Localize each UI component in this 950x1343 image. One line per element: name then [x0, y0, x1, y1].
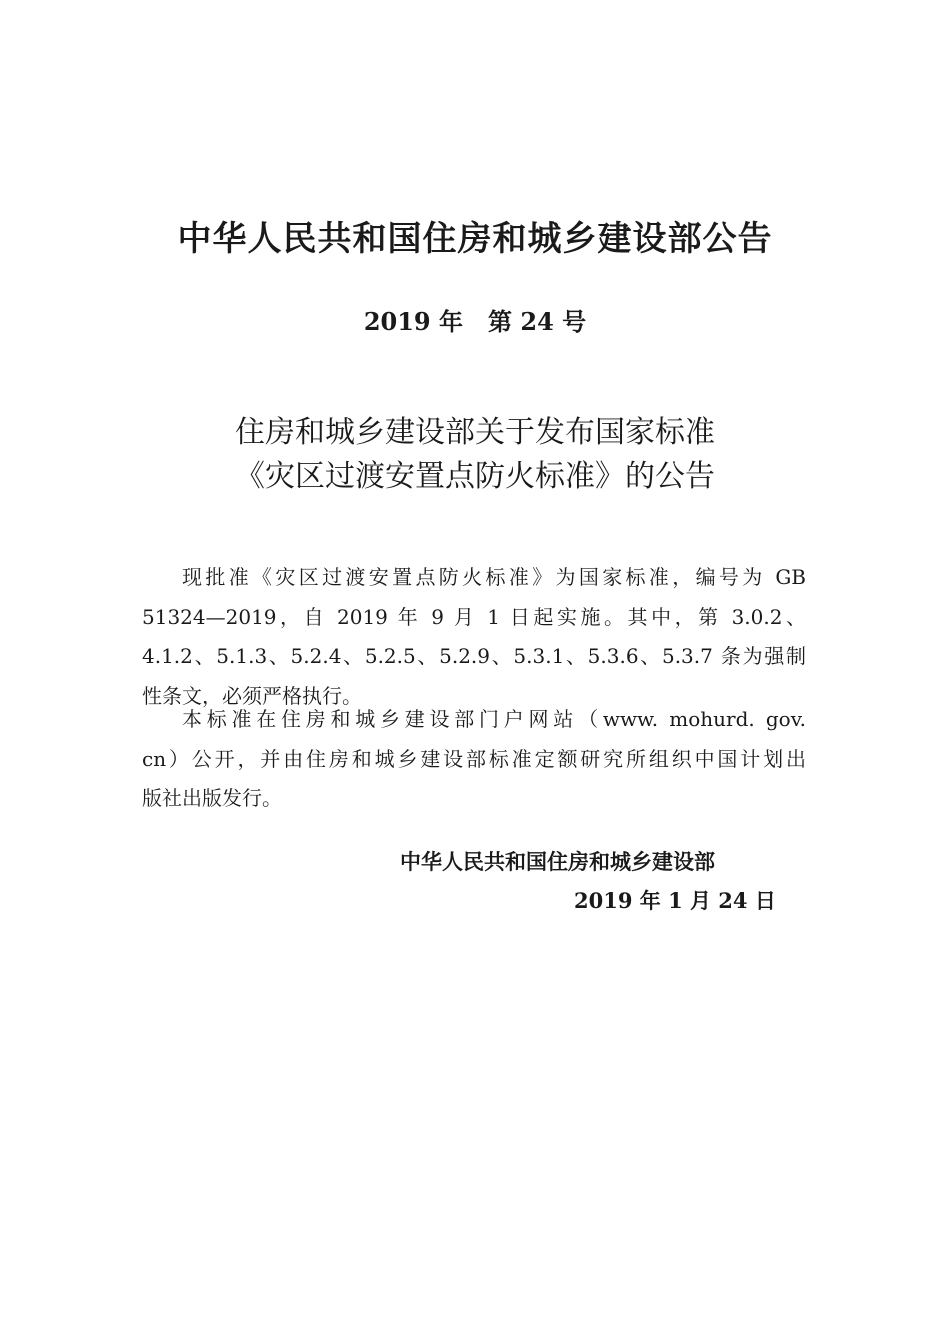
signature-organization: 中华人民共和国住房和城乡建设部: [400, 850, 715, 874]
paragraph-line: 版社出版发行。: [142, 786, 282, 810]
paragraph-line: 51324—2019，自 2019 年 9 月 1 日起实施。其中，第 3.0.2、: [142, 604, 806, 629]
announcement-subtitle-line2: 《灾区过渡安置点防火标准》的公告: [235, 459, 715, 494]
body-paragraph-approval: [142, 558, 806, 716]
paragraph-line: 本标准在住房和城乡建设部门户网站（www. mohurd. gov.: [182, 707, 806, 731]
announcement-heading: 中华人民共和国住房和城乡建设部公告: [177, 219, 773, 259]
body-paragraph-publication: [142, 700, 806, 819]
paragraph-line: 性条文，必须严格执行。: [142, 683, 362, 708]
signature-date: 2019 年 1 月 24 日: [574, 888, 776, 913]
paragraph-line: 现批准《灾区过渡安置点防火标准》为国家标准，编号为 GB: [182, 565, 806, 589]
paragraph-line: cn）公开，并由住房和城乡建设部标准定额研究所组织中国计划出: [142, 746, 806, 771]
issue-number: 2019 年 第 24 号: [363, 307, 587, 336]
paragraph-line: 4.1.2、5.1.3、5.2.4、5.2.5、5.2.9、5.3.1、5.3.6、5.3.7 条为强制: [142, 644, 806, 668]
announcement-subtitle-line1: 住房和城乡建设部关于发布国家标准: [235, 415, 715, 450]
